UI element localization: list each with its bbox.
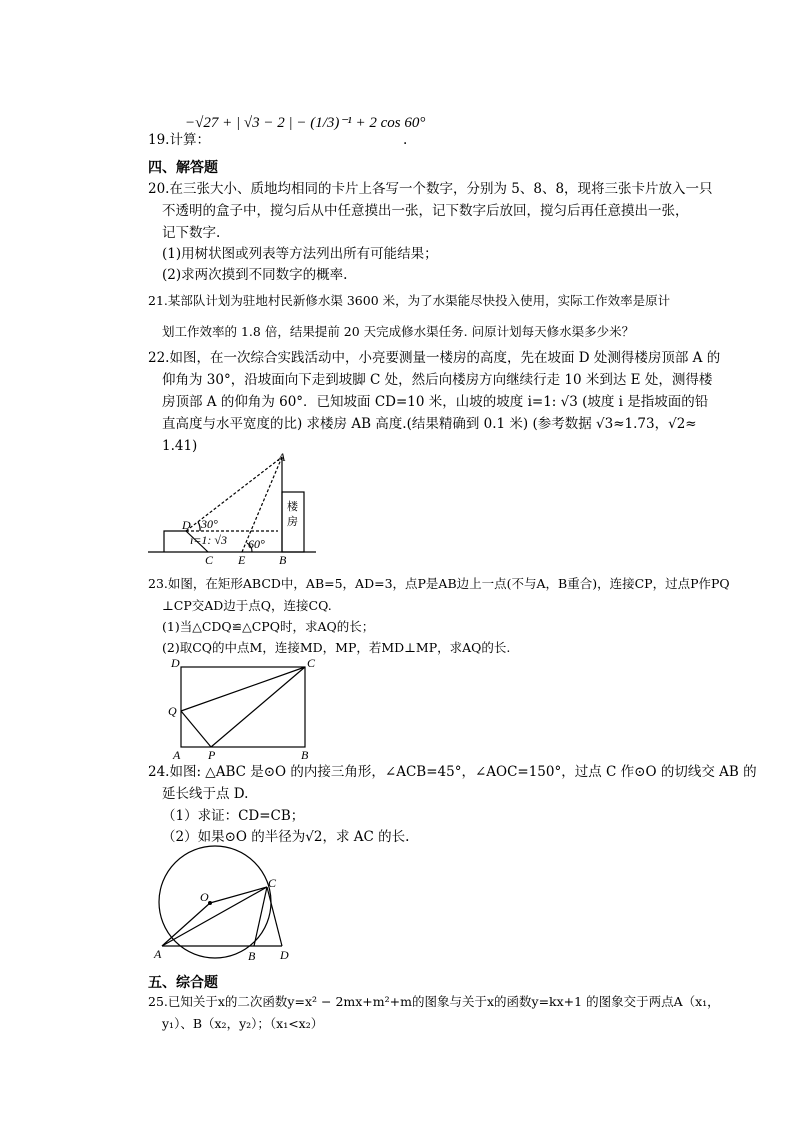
q22-label-B: B	[279, 553, 287, 567]
slope-block	[164, 531, 186, 552]
segment-cb	[254, 887, 267, 946]
segment-ac	[162, 887, 267, 946]
q24-line-1: 24.如图: △ABC 是⊙O 的内接三角形，∠ACB=45°，∠AOC=150°，过点 C 作⊙O 的切线交 AB 的	[148, 764, 757, 780]
q24-line-2: 延长线于点 D.	[162, 786, 249, 802]
segment-oa	[162, 903, 210, 946]
q20-line-5: (2)求两次摸到不同数字的概率.	[162, 267, 348, 283]
q21-line-1: 21.某部队计划为驻地村民新修水渠 3600 米，为了水渠能尽快投入使用，实际工作效率是原计	[148, 293, 671, 308]
q22-slope-label: i=1: √3	[190, 533, 228, 547]
q23-label-P: P	[208, 748, 216, 762]
q23-line-3: (1)当△CDQ≌△CPQ时，求AQ的长；	[162, 619, 375, 634]
q23-line-2: ⊥CP交AD边于点Q，连接CQ.	[162, 598, 332, 613]
q22-angle-30: 30°	[201, 517, 218, 531]
q24-label-O: O	[200, 890, 209, 904]
section-heading-4: 四、解答题	[148, 160, 218, 176]
q22-building-char-1: 楼	[287, 500, 298, 513]
q24-label-C: C	[268, 876, 277, 890]
segment-pc	[211, 667, 305, 747]
q22-line-5: 1.41)	[162, 438, 198, 454]
q19-expression: −√27 + | √3 − 2 | − (1/3)⁻¹ + 2 cos 60°	[185, 115, 426, 131]
q22-angle-60: 60°	[248, 537, 265, 551]
q22-line-1: 22.如图，在一次综合实践活动中，小亮要测量一楼房的高度，先在坡面 D 处测得楼房顶部 A 的	[148, 350, 721, 366]
q24-label-B: B	[248, 949, 256, 963]
segment-oc	[210, 887, 267, 903]
q22-building-char-2: 房	[287, 515, 298, 528]
q24-label-D: D	[280, 948, 289, 962]
q20-line-2: 不透明的盒子中，搅匀后从中任意摸出一张，记下数字后放回，搅匀后再任意摸出一张，	[162, 203, 689, 219]
angle-30-arc	[198, 522, 200, 531]
segment-qc	[181, 667, 305, 711]
rectangle-abcd	[181, 667, 305, 747]
section-heading-5: 五、综合题	[148, 975, 218, 991]
q25-line-1: 25.已知关于x的二次函数y=x² − 2mx+m²+m的图象与关于x的函数y=kx+1 的图象交于两点A（x₁，	[148, 994, 720, 1009]
q20-line-4: (1)用树状图或列表等方法列出所有可能结果；	[162, 246, 438, 262]
segment-qp	[181, 711, 211, 747]
q19-period: .	[403, 132, 408, 148]
q23-line-4: (2)取CQ的中点M，连接MD，MP，若MD⊥MP，求AQ的长.	[162, 640, 511, 655]
q24-line-3: （1）求证：CD=CB；	[162, 808, 305, 824]
q20-line-3: 记下数字.	[162, 225, 221, 241]
q23-label-C: C	[307, 656, 316, 670]
q22-line-4: 直高度与水平宽度的比) 求楼房 AB 高度.(结果精确到 0.1 米) (参考数据 √3≈1.73，√2≈	[162, 416, 697, 432]
q24-figure	[150, 845, 300, 965]
q23-label-D: D	[171, 656, 180, 670]
q24-line-4: （2）如果⊙O 的半径为√2，求 AC 的长.	[162, 829, 410, 845]
q23-line-1: 23.如图，在矩形ABCD中，AB=5，AD=3，点P是AB边上一点(不与A，B重合)，连接CP，过点P作PQ	[148, 576, 730, 591]
q19-label: 19.计算：	[148, 132, 210, 148]
q23-label-Q: Q	[168, 704, 177, 718]
q22-line-2: 仰角为 30°，沿坡面向下走到坡脚 C 处，然后向楼房方向继续行走 10 米到达 E 处，测得楼	[162, 372, 713, 388]
q25-line-2: y₁）、B（x₂，y₂）；（x₁<x₂）	[162, 1016, 324, 1031]
q24-label-A: A	[154, 947, 162, 961]
q22-figure	[148, 452, 318, 567]
q23-label-B: B	[301, 748, 309, 762]
q22-label-E: E	[238, 553, 246, 567]
q22-label-C: C	[205, 553, 214, 567]
q22-label-A: A	[278, 452, 286, 464]
q22-line-3: 房顶部 A 的仰角为 60°．已知坡面 CD=10 米，山坡的坡度 i=1: √3 (坡度 i 是指坡面的铅	[162, 394, 709, 410]
q20-line-1: 20.在三张大小、质地均相同的卡片上各写一个数字，分别为 5、8、8，现将三张卡片放入一只	[148, 181, 713, 197]
q23-figure	[165, 655, 325, 763]
q22-label-D: D	[182, 518, 191, 532]
q23-label-A: A	[173, 748, 181, 762]
q21-line-2: 划工作效率的 1.8 倍，结果提前 20 天完成修水渠任务. 问原计划每天修水渠多少米？	[162, 324, 635, 339]
